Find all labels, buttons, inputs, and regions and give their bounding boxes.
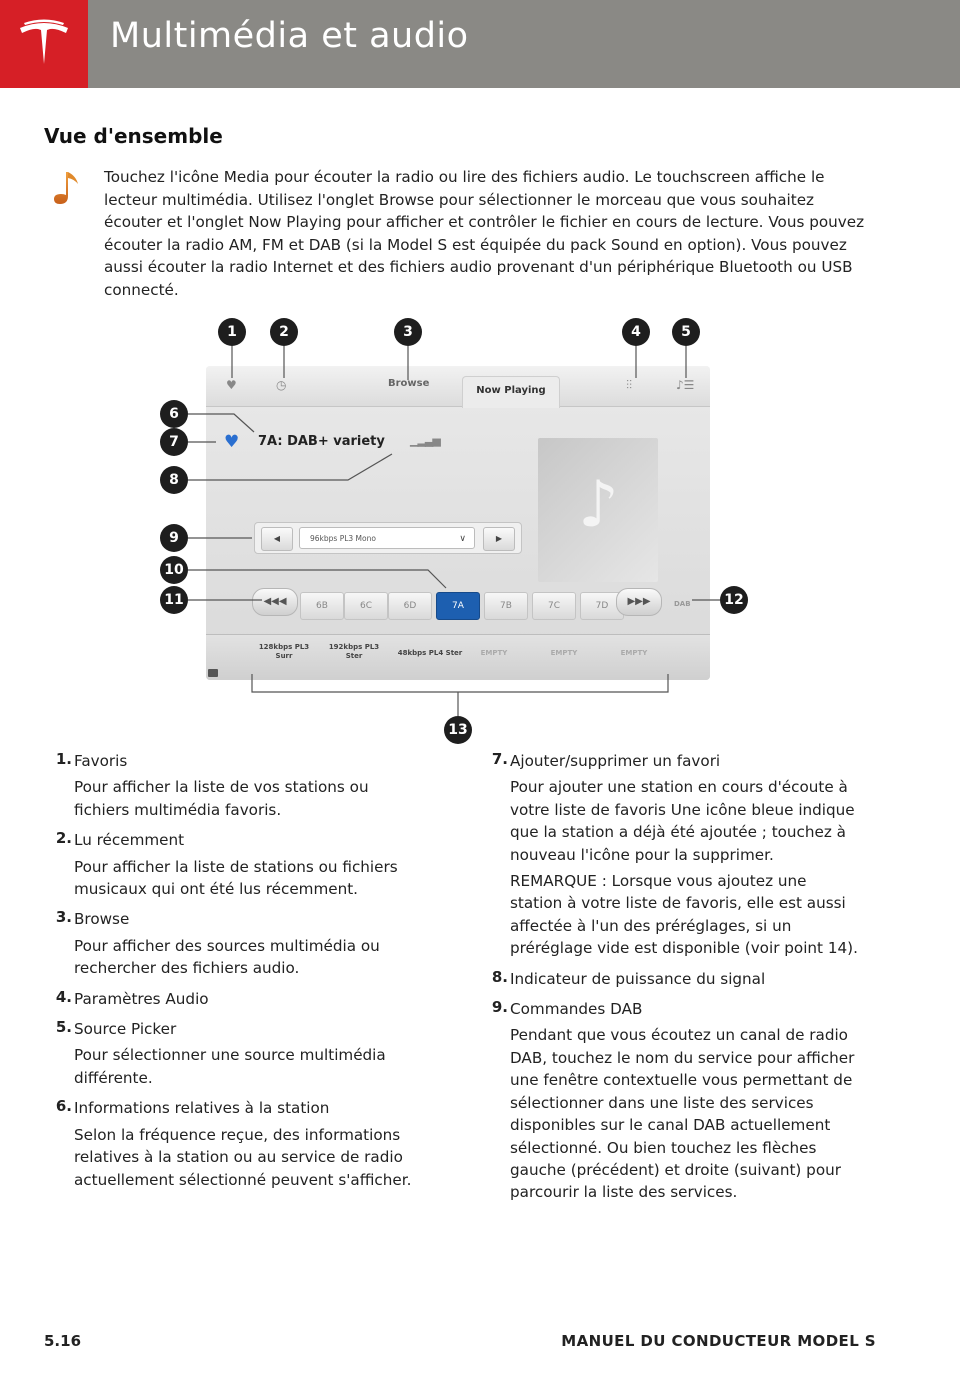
item-number: 1. — [55, 750, 72, 768]
next-service-icon: ▶ — [483, 527, 515, 551]
legend-column-right — [472, 750, 862, 1212]
chevron-down-icon: ∨ — [459, 534, 466, 544]
item-label: Commandes DAB — [510, 1000, 643, 1019]
legend-item — [36, 1097, 426, 1191]
item-label: Lu récemment — [74, 831, 185, 850]
legend-item — [36, 750, 426, 821]
signal-strength-icon: ▁▂▃▅ — [410, 434, 440, 447]
legend-item — [472, 750, 862, 960]
favorite-slot-line1: 128kbps PL3 — [258, 643, 310, 651]
favorite-slot-line2: Surr — [275, 652, 293, 660]
favorite-slot: 48kbps PL4 Ster — [397, 649, 463, 657]
item-label: Paramètres Audio — [74, 989, 209, 1008]
item-label: Source Picker — [74, 1020, 177, 1039]
item-number: 6. — [55, 1097, 72, 1116]
item-number: 2. — [55, 829, 72, 848]
skip-back-icon: ◀◀◀ — [252, 588, 298, 616]
callout-6: 6 — [160, 400, 188, 428]
section-title: Vue d'ensemble — [44, 124, 223, 148]
item-description: Selon la fréquence reçue, des informations relatives à la station ou au service de radio actuellement sélectionné peuvent s'afficher. — [74, 1125, 412, 1189]
favorite-slot-empty: EMPTY — [480, 649, 508, 657]
previous-service-icon: ◀ — [261, 527, 293, 551]
item-label: Ajouter/supprimer un favori — [510, 752, 721, 770]
legend-item — [472, 968, 862, 990]
tab-browse: Browse — [388, 378, 430, 389]
preset-button: 7B — [484, 592, 528, 620]
callout-9: 9 — [160, 524, 188, 552]
callout-13: 13 — [444, 716, 472, 744]
callout-2: 2 — [270, 318, 298, 346]
tab-now-playing: Now Playing — [462, 376, 560, 408]
item-description: Pour sélectionner une source multimédia différente. — [74, 1046, 386, 1087]
legend-item — [36, 908, 426, 979]
callout-12: 12 — [720, 586, 748, 614]
legend-column-left — [36, 750, 426, 1199]
favorite-slot-line1: 192kbps PL3 — [328, 643, 380, 651]
legend-item — [472, 998, 862, 1204]
item-label: Browse — [74, 910, 130, 929]
item-description: Pour afficher la liste de stations ou fichiers musicaux qui ont été lus récemment. — [74, 857, 398, 899]
callout-3: 3 — [394, 318, 422, 346]
favorite-slot-empty: EMPTY — [550, 649, 578, 657]
callout-11: 11 — [160, 586, 188, 614]
heart-icon: ♥ — [226, 378, 237, 392]
legend-item — [36, 829, 426, 900]
item-label: Favoris — [74, 752, 128, 770]
callout-5: 5 — [672, 318, 700, 346]
favorite-slot-line2: Ster — [345, 652, 363, 660]
footer-rule — [44, 1326, 876, 1327]
clock-icon: ◷ — [276, 378, 287, 392]
page-title: Multimédia et audio — [110, 16, 469, 56]
item-number: 8. — [491, 967, 508, 986]
item-description: Pour afficher des sources multimédia ou rechercher des fichiers audio. — [74, 936, 380, 978]
preset-button: 6C — [344, 592, 388, 620]
item-number: 5. — [55, 1018, 72, 1037]
preset-button-active: 7A — [436, 592, 480, 620]
legend-item — [36, 988, 426, 1010]
callout-8: 8 — [160, 466, 188, 494]
intro-paragraph: Touchez l'icône Media pour écouter la radio ou lire des fichiers audio. Le touchscreen affiche le lecteur multimédia. Utilisez l'onglet Browse pour sélectionner le morceau que vous souhaitez écouter et l'onglet Now Playing pour afficher et contrôler le fichier en cours de lecture. Vous pouvez écouter la radio AM, FM et DAB (si la Model S est équipée du pack Sound en option). Vous pouvez aussi écouter la radio Internet et des fichiers audio provenant d'un périphérique Bluetooth ou USB connecté. — [104, 168, 865, 299]
skip-forward-icon: ▶▶▶ — [616, 588, 662, 616]
favorite-heart-icon: ♥ — [224, 432, 240, 452]
item-label: Informations relatives à la station — [74, 1099, 330, 1118]
preset-button: 7D — [580, 592, 624, 620]
callout-1: 1 — [218, 318, 246, 346]
source-list-icon: ♪☰ — [676, 378, 695, 392]
preset-button: 6B — [300, 592, 344, 620]
preset-button: 6D — [388, 592, 432, 620]
legend-item — [36, 1018, 426, 1089]
service-select-value: 96kbps PL3 Mono — [310, 534, 376, 543]
item-description: Pendant que vous écoutez un canal de radio DAB, touchez le nom du service pour afficher une fenêtre contextuelle vous permettant de sélectionner dans une liste des services disponibles sur le canal DAB actuellement sélectionné. Ou bien touchez les flèches gauche (précédent) et droite (suivant) pour parcourir la liste des services. — [510, 1026, 855, 1202]
page-number: 5.16 — [44, 1332, 82, 1350]
dab-label: DAB — [674, 600, 691, 608]
item-number: 4. — [55, 987, 72, 1006]
equalizer-icon: ⫶⫶ — [626, 378, 633, 392]
item-number: 9. — [491, 998, 508, 1017]
manual-title: MANUEL DU CONDUCTEUR MODEL S — [561, 1332, 876, 1350]
callout-7: 7 — [160, 428, 188, 456]
station-name: 7A: DAB+ variety — [258, 434, 385, 449]
music-note-icon: ♪ — [578, 468, 619, 542]
item-label: Indicateur de puissance du signal — [510, 969, 766, 988]
favorite-slot-empty: EMPTY — [620, 649, 648, 657]
item-description: Pour ajouter une station en cours d'écoute à votre liste de favoris Une icône bleue indique que la station a déjà été ajoutée ; touchez à nouveau l'icône pour la supprimer. — [510, 778, 855, 864]
preset-button: 7C — [532, 592, 576, 620]
item-number: 3. — [55, 908, 72, 927]
item-description: Pour afficher la liste de vos stations ou fichiers multimédia favoris. — [74, 778, 369, 819]
item-number: 7. — [491, 750, 508, 768]
callout-4: 4 — [622, 318, 650, 346]
callout-10: 10 — [160, 556, 188, 584]
item-note: REMARQUE : Lorsque vous ajoutez une station à votre liste de favoris, elle est aussi affectée à l'un des préréglages, si un préréglage vide est disponible (voir point 14). — [510, 872, 858, 958]
